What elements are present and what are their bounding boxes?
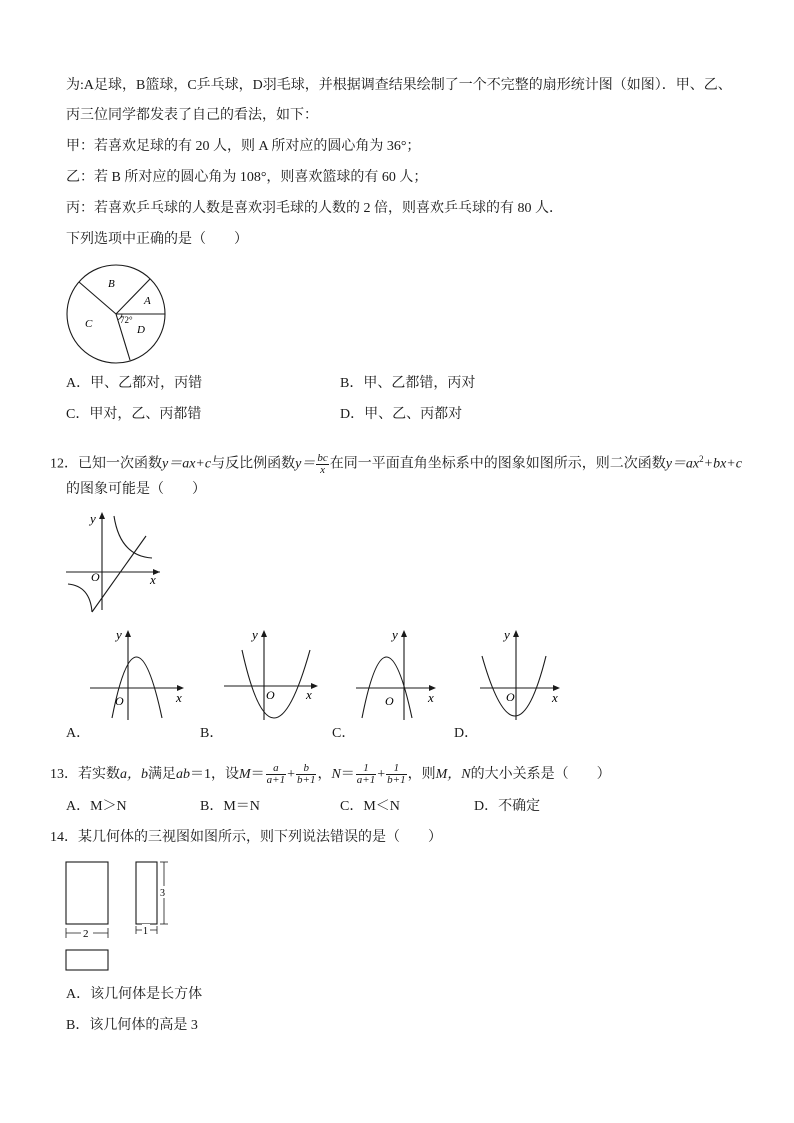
- pie-chart-figure: [64, 266, 170, 362]
- q12-option-b-graph[interactable]: [222, 626, 326, 722]
- q13-text-1: 13．若实数: [50, 767, 120, 782]
- q12-option-a[interactable]: A．: [66, 726, 91, 741]
- axis-y-label: y: [252, 627, 258, 642]
- q12-hyperbola-branch-2: [68, 584, 92, 612]
- axis-y-arrow: [513, 630, 519, 637]
- q11-prompt: 下列选项中正确的是（ ）: [66, 232, 248, 247]
- q11-line-2: 丙三位同学都发表了自己的看法，如下：: [66, 108, 318, 123]
- numerator: a: [266, 763, 286, 775]
- axis-x-label: x: [176, 690, 182, 705]
- q12-fraction-numerator: bc: [317, 451, 328, 464]
- q12-quadratic-function-tail: +bx+c: [703, 456, 742, 472]
- numerator: b: [296, 763, 316, 775]
- q13-product-ab: ab: [176, 767, 190, 782]
- q13-text-2: 满足: [148, 767, 176, 782]
- q13-stem: [50, 762, 611, 788]
- axis-y-label: y: [504, 627, 510, 642]
- q12-main-graph: [64, 508, 174, 614]
- q12-axis-x-label: x: [150, 572, 156, 587]
- side-view: [136, 862, 157, 924]
- q13-text-3: ＝1，设: [190, 767, 239, 782]
- q12-stem-text-2: 与反比例函数: [211, 456, 296, 472]
- q13-plus-1: +: [287, 767, 296, 782]
- q12-axis-y-label: y: [90, 511, 96, 526]
- q13-text-4: ，则: [407, 767, 436, 782]
- q13-fraction-1: [266, 763, 286, 786]
- depth-dim-label: 1: [143, 926, 148, 937]
- q11-statement-bing: 丙：若喜欢乒乓球的人数是喜欢羽毛球的人数的 2 倍，则喜欢乒乓球的有 80 人．: [66, 201, 563, 216]
- q11-option-c[interactable]: C．甲对，乙、丙都错: [66, 407, 202, 422]
- q12-stem-line-2: 的图象可能是（ ）: [66, 482, 206, 497]
- q12-linear-function: y＝ax+c: [162, 456, 212, 472]
- q13-n-var: N: [331, 767, 341, 782]
- axis-x-label: x: [428, 690, 434, 705]
- q13-fraction-4: [386, 763, 406, 786]
- pie-label-d: D: [137, 324, 145, 336]
- q12-option-b[interactable]: B．: [200, 726, 224, 741]
- height-dim-label: 3: [160, 888, 165, 899]
- axis-x-arrow: [311, 683, 318, 689]
- q13-vars-ab: a，b: [120, 767, 148, 782]
- q11-option-a[interactable]: A．甲、乙都对，丙错: [66, 376, 203, 391]
- q14-option-a[interactable]: A．该几何体是长方体: [66, 987, 203, 1002]
- q12-reciprocal-fraction: [316, 453, 328, 476]
- top-view: [66, 950, 108, 970]
- q13-plus-2: +: [377, 767, 386, 782]
- q12-option-c-graph[interactable]: [354, 626, 458, 722]
- axis-y-arrow: [261, 630, 267, 637]
- axis-y-arrow: [125, 630, 131, 637]
- q13-option-d[interactable]: D．不确定: [474, 799, 541, 814]
- q13-eq-2: ＝: [340, 767, 355, 782]
- q13-fraction-3: [356, 763, 376, 786]
- numerator: 1: [386, 763, 406, 775]
- q12-quadratic-function: y＝ax: [665, 456, 700, 472]
- q12-stem-text-3: 在同一平面直角坐标系中的图象如图所示，则二次函数: [329, 456, 666, 472]
- axis-y-label: y: [392, 627, 398, 642]
- q13-option-b[interactable]: B．M＝N: [200, 799, 260, 814]
- front-view: [66, 862, 108, 924]
- q11-statement-jia: 甲：若喜欢足球的有 20 人，则 A 所对应的圆心角为 36°；: [66, 139, 421, 154]
- axis-x-label: x: [306, 687, 312, 702]
- denominator: a+1: [356, 774, 376, 787]
- origin-label: O: [385, 694, 394, 708]
- q14-option-b[interactable]: B．该几何体的高是 3: [66, 1018, 198, 1033]
- q13-m-var: M: [239, 767, 251, 782]
- q13-text-5: 的大小关系是（ ）: [470, 767, 611, 782]
- axis-x-label: x: [552, 690, 558, 705]
- denominator: b+1: [297, 774, 316, 787]
- q14-three-views: [62, 858, 182, 974]
- denominator: a+1: [266, 774, 286, 787]
- q12-origin-label: O: [91, 570, 100, 584]
- denominator: b+1: [387, 774, 406, 787]
- q12-reciprocal-y: y＝: [295, 456, 316, 472]
- q13-comma: ，: [317, 767, 332, 782]
- q13-fraction-2: [296, 763, 316, 786]
- axis-y-arrow: [401, 630, 407, 637]
- q14-stem: 14．某几何体的三视图如图所示，则下列说法错误的是（ ）: [50, 830, 442, 845]
- q12-stem-text-1: 12．已知一次函数: [50, 456, 162, 472]
- pie-label-c: C: [85, 318, 93, 330]
- q12-option-a-graph[interactable]: [88, 626, 192, 722]
- pie-angle-label: 72°: [120, 315, 133, 325]
- axis-y-label: y: [116, 627, 122, 642]
- q12-y-arrow: [99, 512, 105, 519]
- q13-eq-1: ＝: [250, 767, 265, 782]
- q12-line-graph: [92, 536, 146, 612]
- q11-line-1: 为:A足球，B篮球，C乒乓球，D羽毛球，并根据调查结果绘制了一个不完整的扇形统计图（如图）．甲、乙、: [66, 78, 732, 93]
- width-dim-label: 2: [83, 928, 89, 940]
- q13-vars-mn: M，N: [435, 767, 471, 782]
- q12-option-d[interactable]: D．: [454, 726, 479, 741]
- q11-option-b[interactable]: B．甲、乙都错，丙对: [340, 376, 476, 391]
- q12-quadratic-exponent: 2: [699, 454, 704, 464]
- q13-option-a[interactable]: A．M＞N: [66, 799, 127, 814]
- q12-option-d-graph[interactable]: [478, 626, 582, 722]
- q12-option-c[interactable]: C．: [332, 726, 356, 741]
- parabola: [482, 656, 546, 716]
- parabola: [242, 650, 310, 718]
- q12-stem: [50, 446, 742, 478]
- origin-label: O: [266, 688, 275, 702]
- q13-option-c[interactable]: C．M＜N: [340, 799, 400, 814]
- q11-statement-yi: 乙：若 B 所对应的圆心角为 108°，则喜欢篮球的有 60 人；: [66, 170, 428, 185]
- pie-label-a: A: [144, 295, 151, 307]
- q12-fraction-denominator: x: [320, 463, 325, 476]
- numerator: 1: [356, 763, 376, 775]
- pie-label-b: B: [108, 278, 115, 290]
- q12-hyperbola-branch-1: [114, 516, 152, 558]
- q11-option-d[interactable]: D．甲、乙、丙都对: [340, 407, 463, 422]
- origin-label: O: [115, 694, 124, 708]
- origin-label: O: [506, 690, 515, 704]
